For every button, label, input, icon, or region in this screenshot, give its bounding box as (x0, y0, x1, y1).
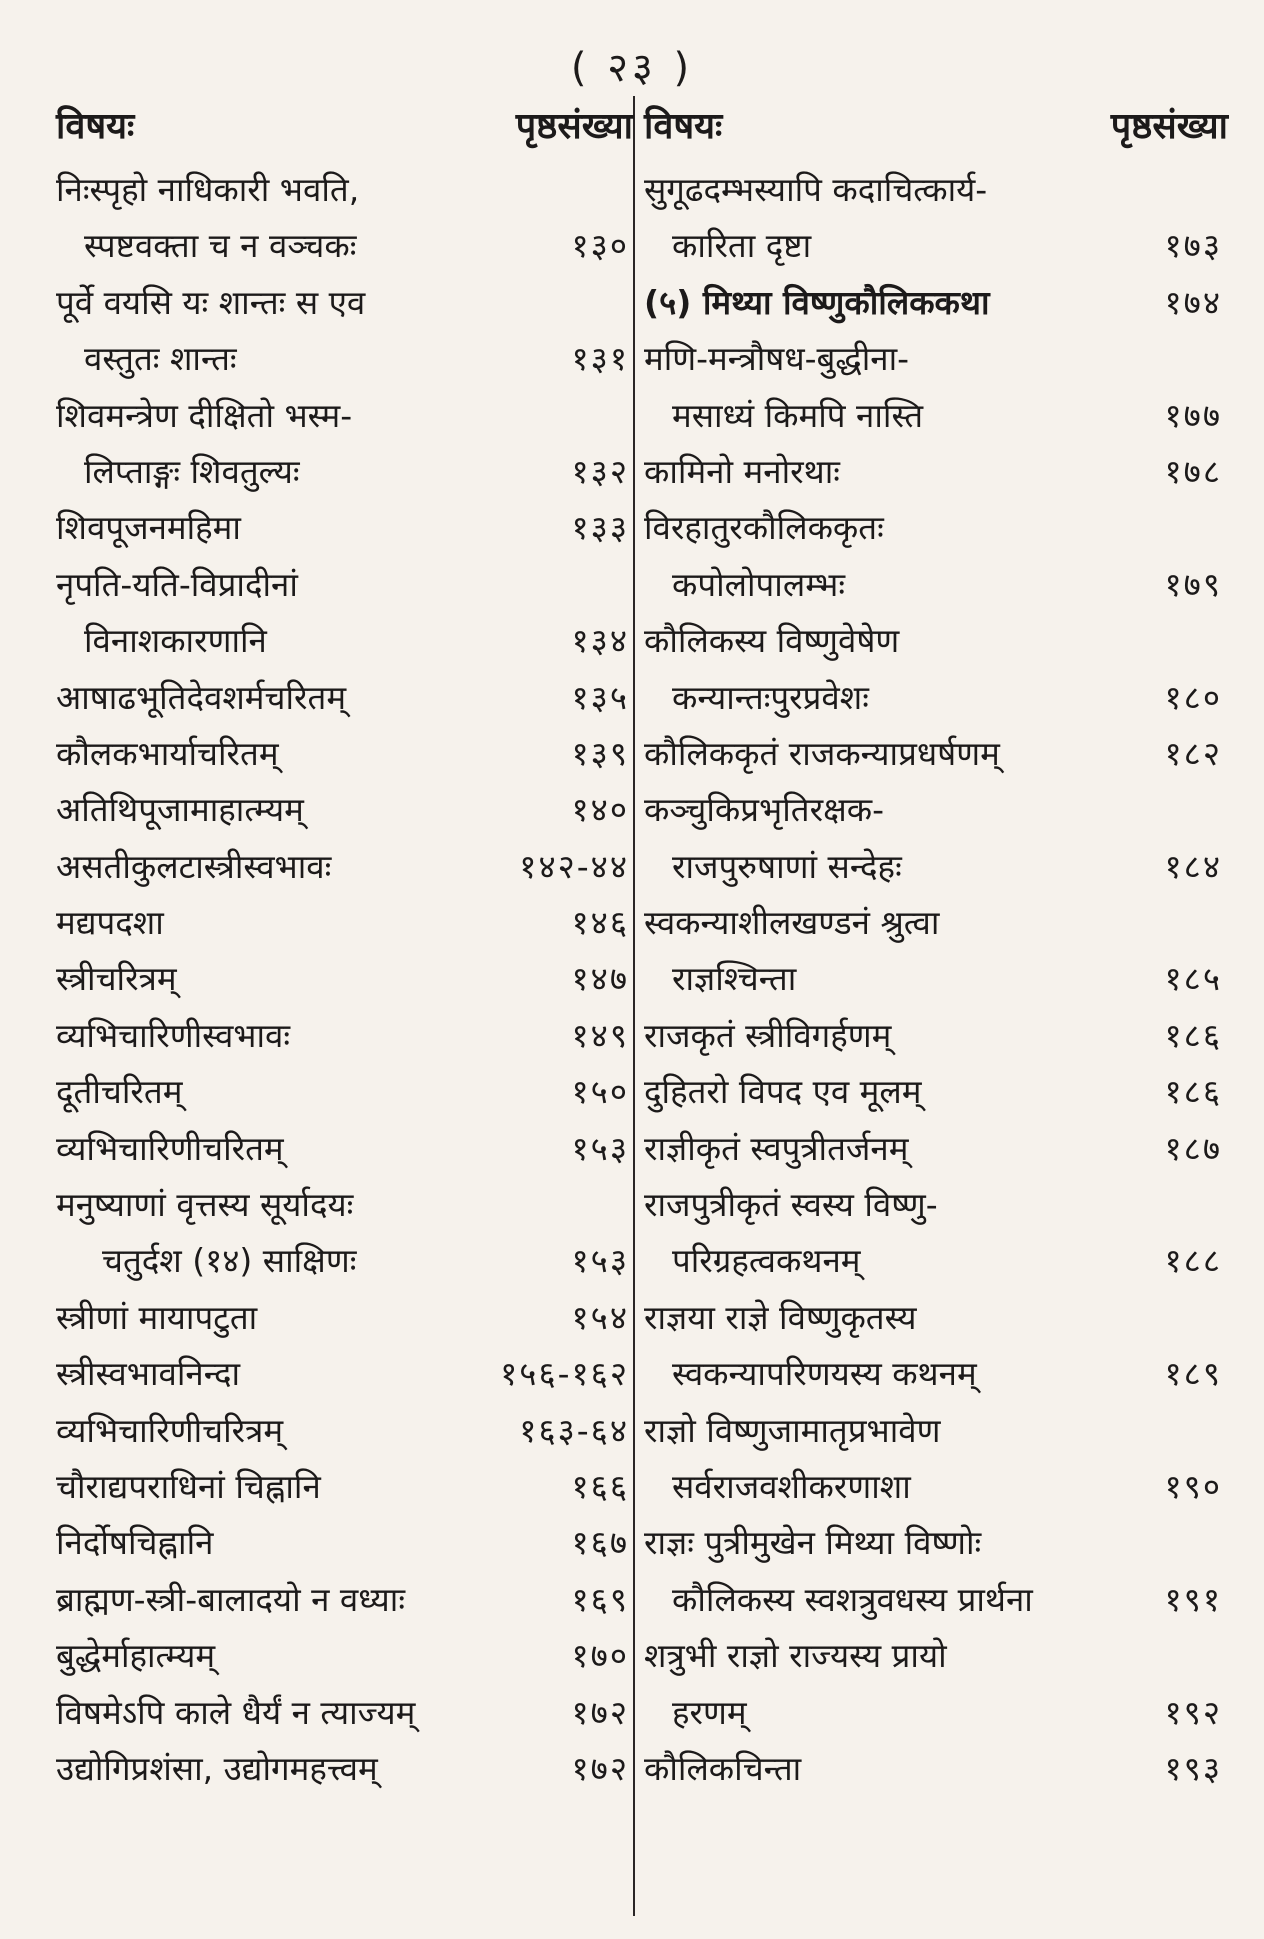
entry-title: राजकृतं स्त्रीविगर्हणम् (644, 1015, 892, 1055)
entry-page-number: १७२ (571, 1748, 629, 1788)
entry-page-number: १५३ (571, 1128, 629, 1168)
entry-page-number: १८० (1164, 677, 1222, 717)
entry-title: स्पष्टवक्ता च न वञ्चकः (84, 226, 357, 266)
toc-entry (50, 1572, 633, 1628)
entry-title: नृपति-यति-विप्रादीनां (56, 564, 298, 604)
entry-title: निर्दोषचिह्नानि (56, 1523, 214, 1563)
entry-title: चौराद्यपराधिनां चिह्नानि (56, 1466, 321, 1506)
entry-page-number: १४९ (571, 1015, 629, 1055)
entry-title: कौलिकस्य विष्णुवेषेण (644, 621, 900, 661)
toc-entry (50, 1741, 633, 1797)
entry-title: राज्ञया राज्ञे विष्णुकृतस्य (644, 1297, 917, 1337)
toc-entry (50, 895, 633, 951)
toc-entry (50, 1008, 633, 1064)
entry-page-number: १८८ (1164, 1241, 1222, 1281)
entry-page-number: १४० (571, 790, 629, 830)
entry-title: चतुर्दश (१४) साक्षिणः (102, 1241, 357, 1281)
entry-page-number: १५४ (571, 1297, 629, 1337)
entry-title: कौलकभार्याचरितम् (56, 733, 279, 773)
entry-title: कौलिकचिन्ता (644, 1748, 802, 1788)
toc-entry (638, 1233, 1228, 1289)
entry-title: परिग्रहत्वकथनम् (672, 1241, 861, 1281)
column-divider (633, 96, 635, 1916)
entry-title: राजपुत्रीकृतं स्वस्य विष्णु- (644, 1185, 938, 1225)
toc-entry (50, 218, 633, 274)
toc-entry (50, 1064, 633, 1120)
toc-entry (638, 1628, 1228, 1684)
entry-title: सर्वराजवशीकरणाशा (672, 1466, 911, 1506)
entry-page-number: १४७ (571, 959, 629, 999)
toc-entry (50, 726, 633, 782)
entry-title: दुहितरो विपद एव मूलम् (644, 1072, 922, 1112)
entry-title: कन्यान्तःपुरप्रवेशः (672, 677, 869, 717)
toc-entry (50, 670, 633, 726)
toc-entry (50, 557, 633, 613)
page-count-heading: पृष्ठसंख्या (1110, 106, 1228, 147)
entry-page-number: १५३ (571, 1241, 629, 1281)
toc-entry (50, 1403, 633, 1459)
entry-page-number: १७४ (1164, 282, 1222, 322)
entry-page-number: १७८ (1164, 451, 1222, 491)
right-column-header (638, 100, 1228, 162)
toc-entry (50, 1515, 633, 1571)
toc-entry (638, 670, 1228, 726)
page-number: ( २३ ) (570, 45, 694, 91)
toc-entry (50, 1177, 633, 1233)
toc-entry (638, 557, 1228, 613)
entry-title: हरणम् (672, 1692, 747, 1732)
entry-title: बुद्धेर्माहात्म्यम् (56, 1636, 216, 1676)
entry-page-number: १९० (1164, 1466, 1222, 1506)
toc-entry (638, 444, 1228, 500)
entry-title: शिवमन्त्रेण दीक्षितो भस्म- (56, 395, 353, 435)
page-count-heading: पृष्ठसंख्या (515, 106, 633, 147)
toc-entry (50, 1628, 633, 1684)
entry-page-number: १८५ (1164, 959, 1222, 999)
entry-title: ब्राह्मण-स्त्री-बालादयो न वध्याः (56, 1579, 406, 1619)
toc-entry (50, 500, 633, 556)
toc-entry (50, 1685, 633, 1741)
toc-entry (638, 782, 1228, 838)
entry-title: कौलिककृतं राजकन्याप्रधर्षणम् (644, 733, 1000, 773)
toc-entry (638, 1572, 1228, 1628)
entry-title: कामिनो मनोरथाः (644, 451, 840, 491)
entry-page-number: १५० (571, 1072, 629, 1112)
entry-title: कञ्चुकिप्रभृतिरक्षक- (644, 790, 885, 830)
toc-entry (638, 1685, 1228, 1741)
toc-entry (50, 1346, 633, 1402)
subject-heading: विषयः (56, 106, 135, 147)
entry-page-number: १७७ (1164, 395, 1222, 435)
toc-entry (50, 162, 633, 218)
entry-title: मणि-मन्त्रौषध-बुद्धीना- (644, 339, 910, 379)
left-column-header (50, 100, 633, 162)
toc-entry (638, 162, 1228, 218)
toc-entry (638, 500, 1228, 556)
entry-title: राज्ञः पुत्रीमुखेन मिथ्या विष्णोः (644, 1523, 982, 1563)
right-column (638, 100, 1228, 1797)
toc-entry (638, 613, 1228, 669)
toc-entry (638, 1121, 1228, 1177)
entry-page-number: १७३ (1164, 226, 1222, 266)
entry-page-number: १६३-६४ (519, 1410, 629, 1450)
entry-title: दूतीचरितम् (56, 1072, 183, 1112)
entry-page-number: १३१ (571, 339, 629, 379)
toc-entry (638, 951, 1228, 1007)
entry-page-number: १३२ (571, 451, 629, 491)
entry-title: स्वकन्याशीलखण्डनं श्रुत्वा (644, 903, 940, 943)
entry-page-number: १६६ (571, 1466, 629, 1506)
toc-entry (50, 388, 633, 444)
right-entry-list (638, 162, 1228, 1797)
entry-page-number: १५६-१६२ (500, 1354, 629, 1394)
entry-title: व्यभिचारिणीचरित्रम् (56, 1410, 284, 1450)
toc-entry (638, 1008, 1228, 1064)
toc-entry (50, 951, 633, 1007)
entry-page-number: १९१ (1164, 1579, 1222, 1619)
entry-page-number: १८६ (1164, 1015, 1222, 1055)
entry-title: व्यभिचारिणीचरितम् (56, 1128, 284, 1168)
toc-entry (638, 275, 1228, 331)
toc-entry (638, 1290, 1228, 1346)
toc-entry (638, 218, 1228, 274)
entry-title: निःस्पृहो नाधिकारी भवति, (56, 170, 360, 209)
toc-entry (50, 839, 633, 895)
entry-page-number: १३३ (571, 508, 629, 548)
entry-page-number: १६९ (571, 1579, 629, 1619)
entry-title: मद्यपदशा (56, 903, 164, 943)
entry-title: स्वकन्यापरिणयस्य कथनम् (672, 1354, 977, 1394)
entry-page-number: १८६ (1164, 1072, 1222, 1112)
toc-entry (638, 1346, 1228, 1402)
entry-page-number: १६७ (571, 1523, 629, 1563)
entry-page-number: १९२ (1164, 1692, 1222, 1732)
entry-title: शिवपूजनमहिमा (56, 508, 241, 548)
entry-title: राजपुरुषाणां सन्देहः (672, 846, 902, 886)
toc-entry (638, 1741, 1228, 1797)
toc-entry (50, 1121, 633, 1177)
toc-entry (638, 1064, 1228, 1120)
entry-page-number: १४६ (571, 903, 629, 943)
entry-page-number: १८४ (1164, 846, 1222, 886)
entry-page-number: १८९ (1164, 1354, 1222, 1394)
entry-title: राज्ञीकृतं स्वपुत्रीतर्जनम् (644, 1128, 909, 1168)
toc-entry (50, 1290, 633, 1346)
entry-title: सुगूढदम्भस्यापि कदाचित्कार्य- (644, 170, 988, 209)
entry-title: लिप्ताङ्गः शिवतुल्यः (84, 451, 300, 491)
toc-entry (50, 613, 633, 669)
entry-title: पूर्वे वयसि यः शान्तः स एव (56, 282, 366, 322)
entry-title: स्त्रीणां मायापटुता (56, 1297, 258, 1337)
toc-entry (638, 1459, 1228, 1515)
entry-title: स्त्रीचरित्रम् (56, 959, 177, 999)
entry-page-number: १७० (571, 1636, 629, 1676)
entry-title: व्यभिचारिणीस्वभावः (56, 1015, 291, 1055)
entry-title: राज्ञो विष्णुजामातृप्रभावेण (644, 1410, 941, 1450)
entry-title: विरहातुरकौलिककृतः (644, 508, 884, 548)
toc-entry (50, 444, 633, 500)
entry-title: असतीकुलटास्त्रीस्वभावः (56, 846, 332, 886)
entry-page-number: १८७ (1164, 1128, 1222, 1168)
entry-page-number: १३० (571, 226, 629, 266)
entry-page-number: १९३ (1164, 1748, 1222, 1788)
entry-title: राज्ञश्चिन्ता (672, 959, 797, 999)
toc-entry (638, 1515, 1228, 1571)
entry-title: विषमेऽपि काले धैर्यं न त्याज्यम् (56, 1692, 416, 1732)
entry-title: कारिता दृष्टा (672, 226, 812, 266)
entry-page-number: १७९ (1164, 564, 1222, 604)
entry-page-number: १८२ (1164, 733, 1222, 773)
toc-entry (638, 726, 1228, 782)
entry-title: उद्योगिप्रशंसा, उद्योगमहत्त्वम् (56, 1748, 378, 1788)
toc-entry (638, 1403, 1228, 1459)
entry-page-number: १३४ (571, 621, 629, 661)
entry-title: (५) मिथ्या विष्णुकौलिककथा (644, 282, 990, 322)
entry-page-number: १७२ (571, 1692, 629, 1732)
entry-title: कपोलोपालम्भः (672, 564, 845, 604)
toc-entry (638, 895, 1228, 951)
toc-entry (638, 1177, 1228, 1233)
entry-page-number: १४२-४४ (519, 846, 629, 886)
toc-entry (638, 331, 1228, 387)
entry-page-number: १३९ (571, 733, 629, 773)
entry-title: मसाध्यं किमपि नास्ति (672, 395, 924, 435)
subject-heading: विषयः (644, 106, 723, 147)
entry-title: आषाढभूतिदेवशर्मचरितम् (56, 677, 347, 717)
left-column (50, 100, 633, 1797)
toc-entry (50, 275, 633, 331)
entry-title: विनाशकारणानि (84, 621, 267, 661)
entry-title: मनुष्याणां वृत्तस्य सूर्यादयः (56, 1185, 354, 1225)
toc-entry (50, 1459, 633, 1515)
entry-title: स्त्रीस्वभावनिन्दा (56, 1354, 241, 1394)
entry-title: अतिथिपूजामाहात्म्यम् (56, 790, 304, 830)
toc-entry (638, 388, 1228, 444)
left-entry-list (50, 162, 633, 1797)
toc-entry (50, 782, 633, 838)
toc-entry (50, 331, 633, 387)
entry-title: वस्तुतः शान्तः (84, 339, 237, 379)
entry-title: कौलिकस्य स्वशत्रुवधस्य प्रार्थना (672, 1579, 1033, 1619)
toc-entry (638, 839, 1228, 895)
entry-title: शत्रुभी राज्ञो राज्यस्य प्रायो (644, 1636, 947, 1676)
entry-page-number: १३५ (571, 677, 629, 717)
toc-entry (50, 1233, 633, 1289)
